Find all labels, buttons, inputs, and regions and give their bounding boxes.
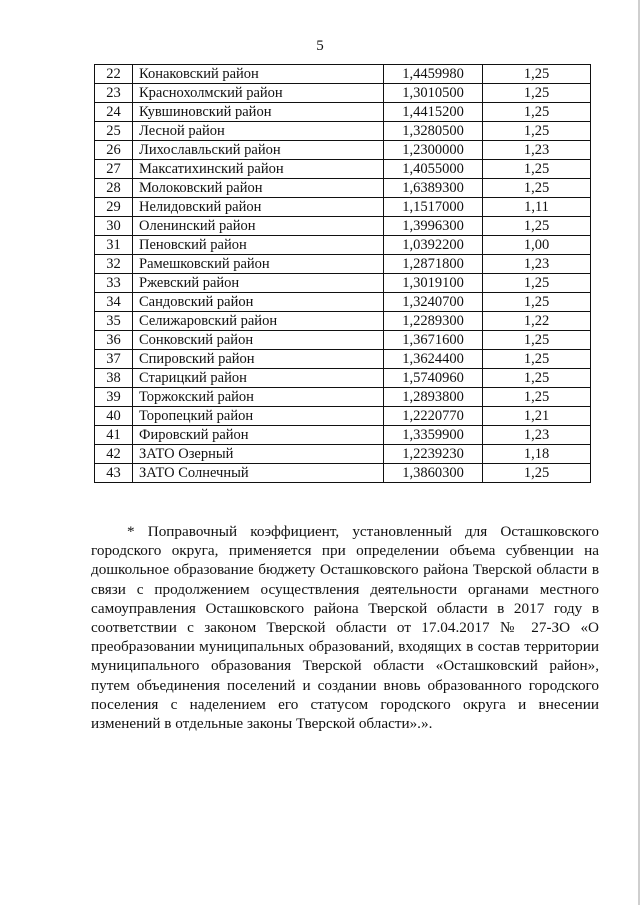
- value-cell: 1,2289300: [384, 312, 483, 331]
- coefficient-cell: 1,25: [483, 293, 591, 312]
- value-cell: 1,1517000: [384, 198, 483, 217]
- value-cell: 1,4055000: [384, 160, 483, 179]
- row-number-cell: 27: [95, 160, 133, 179]
- table-row: [95, 464, 591, 483]
- coefficient-cell: 1,25: [483, 388, 591, 407]
- district-name-cell: Молоковский район: [133, 179, 384, 198]
- table-row: [95, 312, 591, 331]
- coefficient-cell: 1,11: [483, 198, 591, 217]
- coefficient-cell: 1,25: [483, 331, 591, 350]
- value-cell: 1,0392200: [384, 236, 483, 255]
- coefficient-cell: 1,23: [483, 426, 591, 445]
- table-row: [95, 160, 591, 179]
- district-name-cell: Селижаровский район: [133, 312, 384, 331]
- coefficient-cell: 1,25: [483, 65, 591, 84]
- value-cell: 1,2300000: [384, 141, 483, 160]
- district-name-cell: ЗАТО Солнечный: [133, 464, 384, 483]
- coefficient-cell: 1,00: [483, 236, 591, 255]
- value-cell: 1,2871800: [384, 255, 483, 274]
- district-name-cell: Конаковский район: [133, 65, 384, 84]
- row-number-cell: 31: [95, 236, 133, 255]
- coefficient-cell: 1,25: [483, 464, 591, 483]
- row-number-cell: 29: [95, 198, 133, 217]
- table-row: [95, 407, 591, 426]
- table-row: [95, 84, 591, 103]
- table-row: [95, 331, 591, 350]
- district-name-cell: Торопецкий район: [133, 407, 384, 426]
- row-number-cell: 24: [95, 103, 133, 122]
- row-number-cell: 37: [95, 350, 133, 369]
- district-name-cell: Лесной район: [133, 122, 384, 141]
- coefficient-cell: 1,25: [483, 350, 591, 369]
- row-number-cell: 26: [95, 141, 133, 160]
- table-row: [95, 255, 591, 274]
- coefficients-table: [94, 64, 591, 483]
- coefficient-cell: 1,25: [483, 122, 591, 141]
- district-name-cell: Сандовский район: [133, 293, 384, 312]
- row-number-cell: 32: [95, 255, 133, 274]
- coefficient-cell: 1,25: [483, 103, 591, 122]
- district-name-cell: Краснохолмский район: [133, 84, 384, 103]
- district-name-cell: Кувшиновский район: [133, 103, 384, 122]
- value-cell: 1,3240700: [384, 293, 483, 312]
- row-number-cell: 41: [95, 426, 133, 445]
- table-row: [95, 65, 591, 84]
- table-row: [95, 369, 591, 388]
- coefficient-cell: 1,25: [483, 274, 591, 293]
- coefficient-cell: 1,25: [483, 179, 591, 198]
- district-name-cell: Оленинский район: [133, 217, 384, 236]
- table-row: [95, 445, 591, 464]
- row-number-cell: 22: [95, 65, 133, 84]
- value-cell: 1,3996300: [384, 217, 483, 236]
- table-row: [95, 388, 591, 407]
- table-row: [95, 122, 591, 141]
- coefficient-cell: 1,22: [483, 312, 591, 331]
- value-cell: 1,3280500: [384, 122, 483, 141]
- district-name-cell: Лихославльский район: [133, 141, 384, 160]
- district-name-cell: Старицкий район: [133, 369, 384, 388]
- district-name-cell: Нелидовский район: [133, 198, 384, 217]
- table-row: [95, 236, 591, 255]
- value-cell: 1,2893800: [384, 388, 483, 407]
- coefficient-cell: 1,21: [483, 407, 591, 426]
- row-number-cell: 33: [95, 274, 133, 293]
- row-number-cell: 40: [95, 407, 133, 426]
- page-number: 5: [316, 38, 324, 54]
- coefficient-cell: 1,25: [483, 217, 591, 236]
- district-name-cell: Фировский район: [133, 426, 384, 445]
- table-row: [95, 293, 591, 312]
- value-cell: 1,3624400: [384, 350, 483, 369]
- row-number-cell: 34: [95, 293, 133, 312]
- table-row: [95, 350, 591, 369]
- footnote-text: * Поправочный коэффициент, установленный для Осташковского городского округа, применяется при определении объема субвенции на дошкольное образование бюджету Осташковского района Тверской области в связи с продолжением осуществления деятельности органами местного самоуправления Осташковского района Тверской области в 2017 году в соответствии с законом Тверской области от 17.04.2017 № 27-ЗО «О преобразовании муниципальных образований, входящих в состав территории муниципального образования Тверской области «Осташковский район», путем объединения поселений и создании вновь образованного городского поселения с наделением его статусом городского округа и внесении изменений в отдельные законы Тверской области».».: [91, 523, 599, 733]
- table-row: [95, 141, 591, 160]
- coefficient-cell: 1,25: [483, 84, 591, 103]
- value-cell: 1,2239230: [384, 445, 483, 464]
- coefficient-cell: 1,25: [483, 369, 591, 388]
- district-name-cell: Ржевский район: [133, 274, 384, 293]
- district-name-cell: ЗАТО Озерный: [133, 445, 384, 464]
- value-cell: 1,3010500: [384, 84, 483, 103]
- row-number-cell: 43: [95, 464, 133, 483]
- value-cell: 1,3860300: [384, 464, 483, 483]
- table-row: [95, 274, 591, 293]
- district-name-cell: Максатихинский район: [133, 160, 384, 179]
- table-row: [95, 179, 591, 198]
- district-name-cell: Сонковский район: [133, 331, 384, 350]
- value-cell: 1,2220770: [384, 407, 483, 426]
- value-cell: 1,4459980: [384, 65, 483, 84]
- coefficient-cell: 1,18: [483, 445, 591, 464]
- coefficient-cell: 1,23: [483, 141, 591, 160]
- coefficient-cell: 1,25: [483, 160, 591, 179]
- value-cell: 1,3671600: [384, 331, 483, 350]
- row-number-cell: 35: [95, 312, 133, 331]
- row-number-cell: 36: [95, 331, 133, 350]
- row-number-cell: 30: [95, 217, 133, 236]
- table-body: [95, 65, 591, 483]
- value-cell: 1,5740960: [384, 369, 483, 388]
- table-row: [95, 426, 591, 445]
- row-number-cell: 28: [95, 179, 133, 198]
- district-name-cell: Торжокский район: [133, 388, 384, 407]
- table-row: [95, 198, 591, 217]
- table-row: [95, 103, 591, 122]
- row-number-cell: 39: [95, 388, 133, 407]
- district-name-cell: Пеновский район: [133, 236, 384, 255]
- value-cell: 1,3359900: [384, 426, 483, 445]
- row-number-cell: 25: [95, 122, 133, 141]
- value-cell: 1,3019100: [384, 274, 483, 293]
- row-number-cell: 42: [95, 445, 133, 464]
- coefficient-cell: 1,23: [483, 255, 591, 274]
- value-cell: 1,6389300: [384, 179, 483, 198]
- district-name-cell: Спировский район: [133, 350, 384, 369]
- table-row: [95, 217, 591, 236]
- row-number-cell: 23: [95, 84, 133, 103]
- district-name-cell: Рамешковский район: [133, 255, 384, 274]
- value-cell: 1,4415200: [384, 103, 483, 122]
- row-number-cell: 38: [95, 369, 133, 388]
